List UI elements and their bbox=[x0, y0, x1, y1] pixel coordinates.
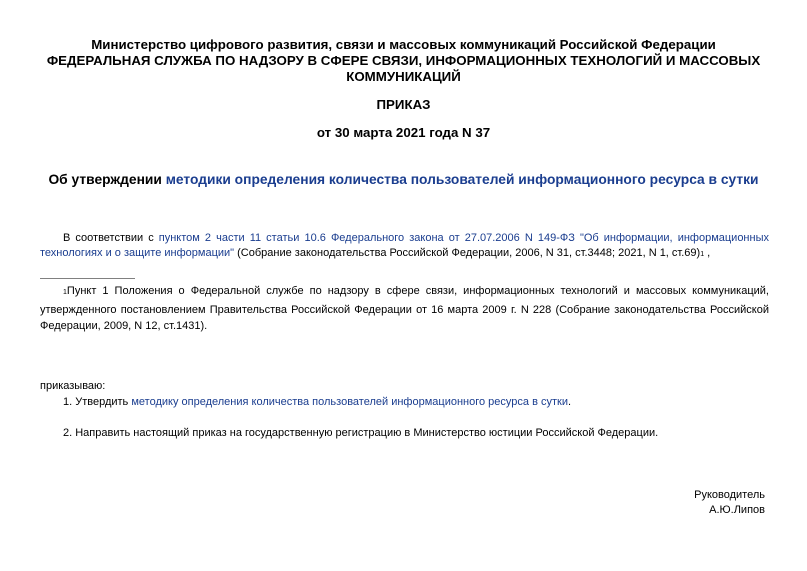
document-date-number bbox=[40, 125, 767, 141]
footnote-reference[interactable]: 1 bbox=[700, 251, 705, 258]
basis-prefix: В соответствии с bbox=[63, 232, 159, 244]
legal-basis-paragraph bbox=[40, 231, 769, 262]
service-heading bbox=[40, 53, 767, 85]
document-subject bbox=[40, 172, 767, 188]
footnote-paragraph bbox=[40, 283, 769, 335]
signatory-name bbox=[565, 503, 765, 518]
signatory-title-label: Руководитель bbox=[694, 489, 765, 501]
order-item-1 bbox=[40, 395, 769, 410]
item1-prefix: 1. Утвердить bbox=[63, 396, 132, 408]
methodology-link[interactable]: методику определения количества пользователей информационного ресурса в сутки bbox=[131, 396, 568, 408]
order-item-2 bbox=[40, 426, 769, 441]
item1-suffix: . bbox=[567, 396, 572, 408]
basis-suffix: (Собрание законодательства Российской Федерации, 2006, N 31, ст.3448; 2021, N 1, ст.69) bbox=[234, 247, 701, 259]
signatory-title bbox=[565, 488, 765, 503]
footnote-mark: 1 bbox=[63, 289, 67, 296]
signatory-name-label: А.Ю.Липов bbox=[709, 504, 765, 516]
footnote-divider bbox=[40, 278, 135, 279]
order-word bbox=[40, 379, 769, 394]
footnote-text: Пункт 1 Положения о Федеральной службе по надзору в сфере связи, информационных технологий и массовых коммуникаций, утвержденного постановлением Правительства Российской Федерации от 16 марта 2009 г. N 228 (Собрание законодательства Российской Федерации, 2009, N 12, ст.1431). bbox=[40, 285, 769, 332]
federal-law-link[interactable]: пунктом 2 части 11 статьи 10.6 Федерального закона от 27.07.2006 N 149-ФЗ "Об информации, информационных технологиях и о защите информации" bbox=[40, 232, 769, 259]
document-date-label: от 30 марта 2021 года N 37 bbox=[316, 125, 491, 140]
subject-methodology-link[interactable]: методики определения количества пользователей информационного ресурса в сутки bbox=[165, 172, 759, 187]
order-word-label: приказываю: bbox=[40, 380, 106, 392]
basis-end: , bbox=[704, 247, 711, 259]
subject-prefix: Об утверждении bbox=[48, 172, 166, 187]
item2-text: 2. Направить настоящий приказ на государственную регистрацию в Министерство юстиции Российской Федерации. bbox=[63, 427, 659, 439]
document-type bbox=[40, 97, 767, 113]
service-name: ФЕДЕРАЛЬНАЯ СЛУЖБА ПО НАДЗОРУ В СФЕРЕ СВЯЗИ, ИНФОРМАЦИОННЫХ ТЕХНОЛОГИЙ И МАССОВЫХ КОММУНИКАЦИЙ bbox=[46, 53, 761, 84]
ministry-name: Министерство цифрового развития, связи и массовых коммуникаций Российской Федерации bbox=[91, 37, 716, 52]
ministry-heading bbox=[40, 37, 767, 53]
document-type-label: ПРИКАЗ bbox=[376, 97, 431, 112]
